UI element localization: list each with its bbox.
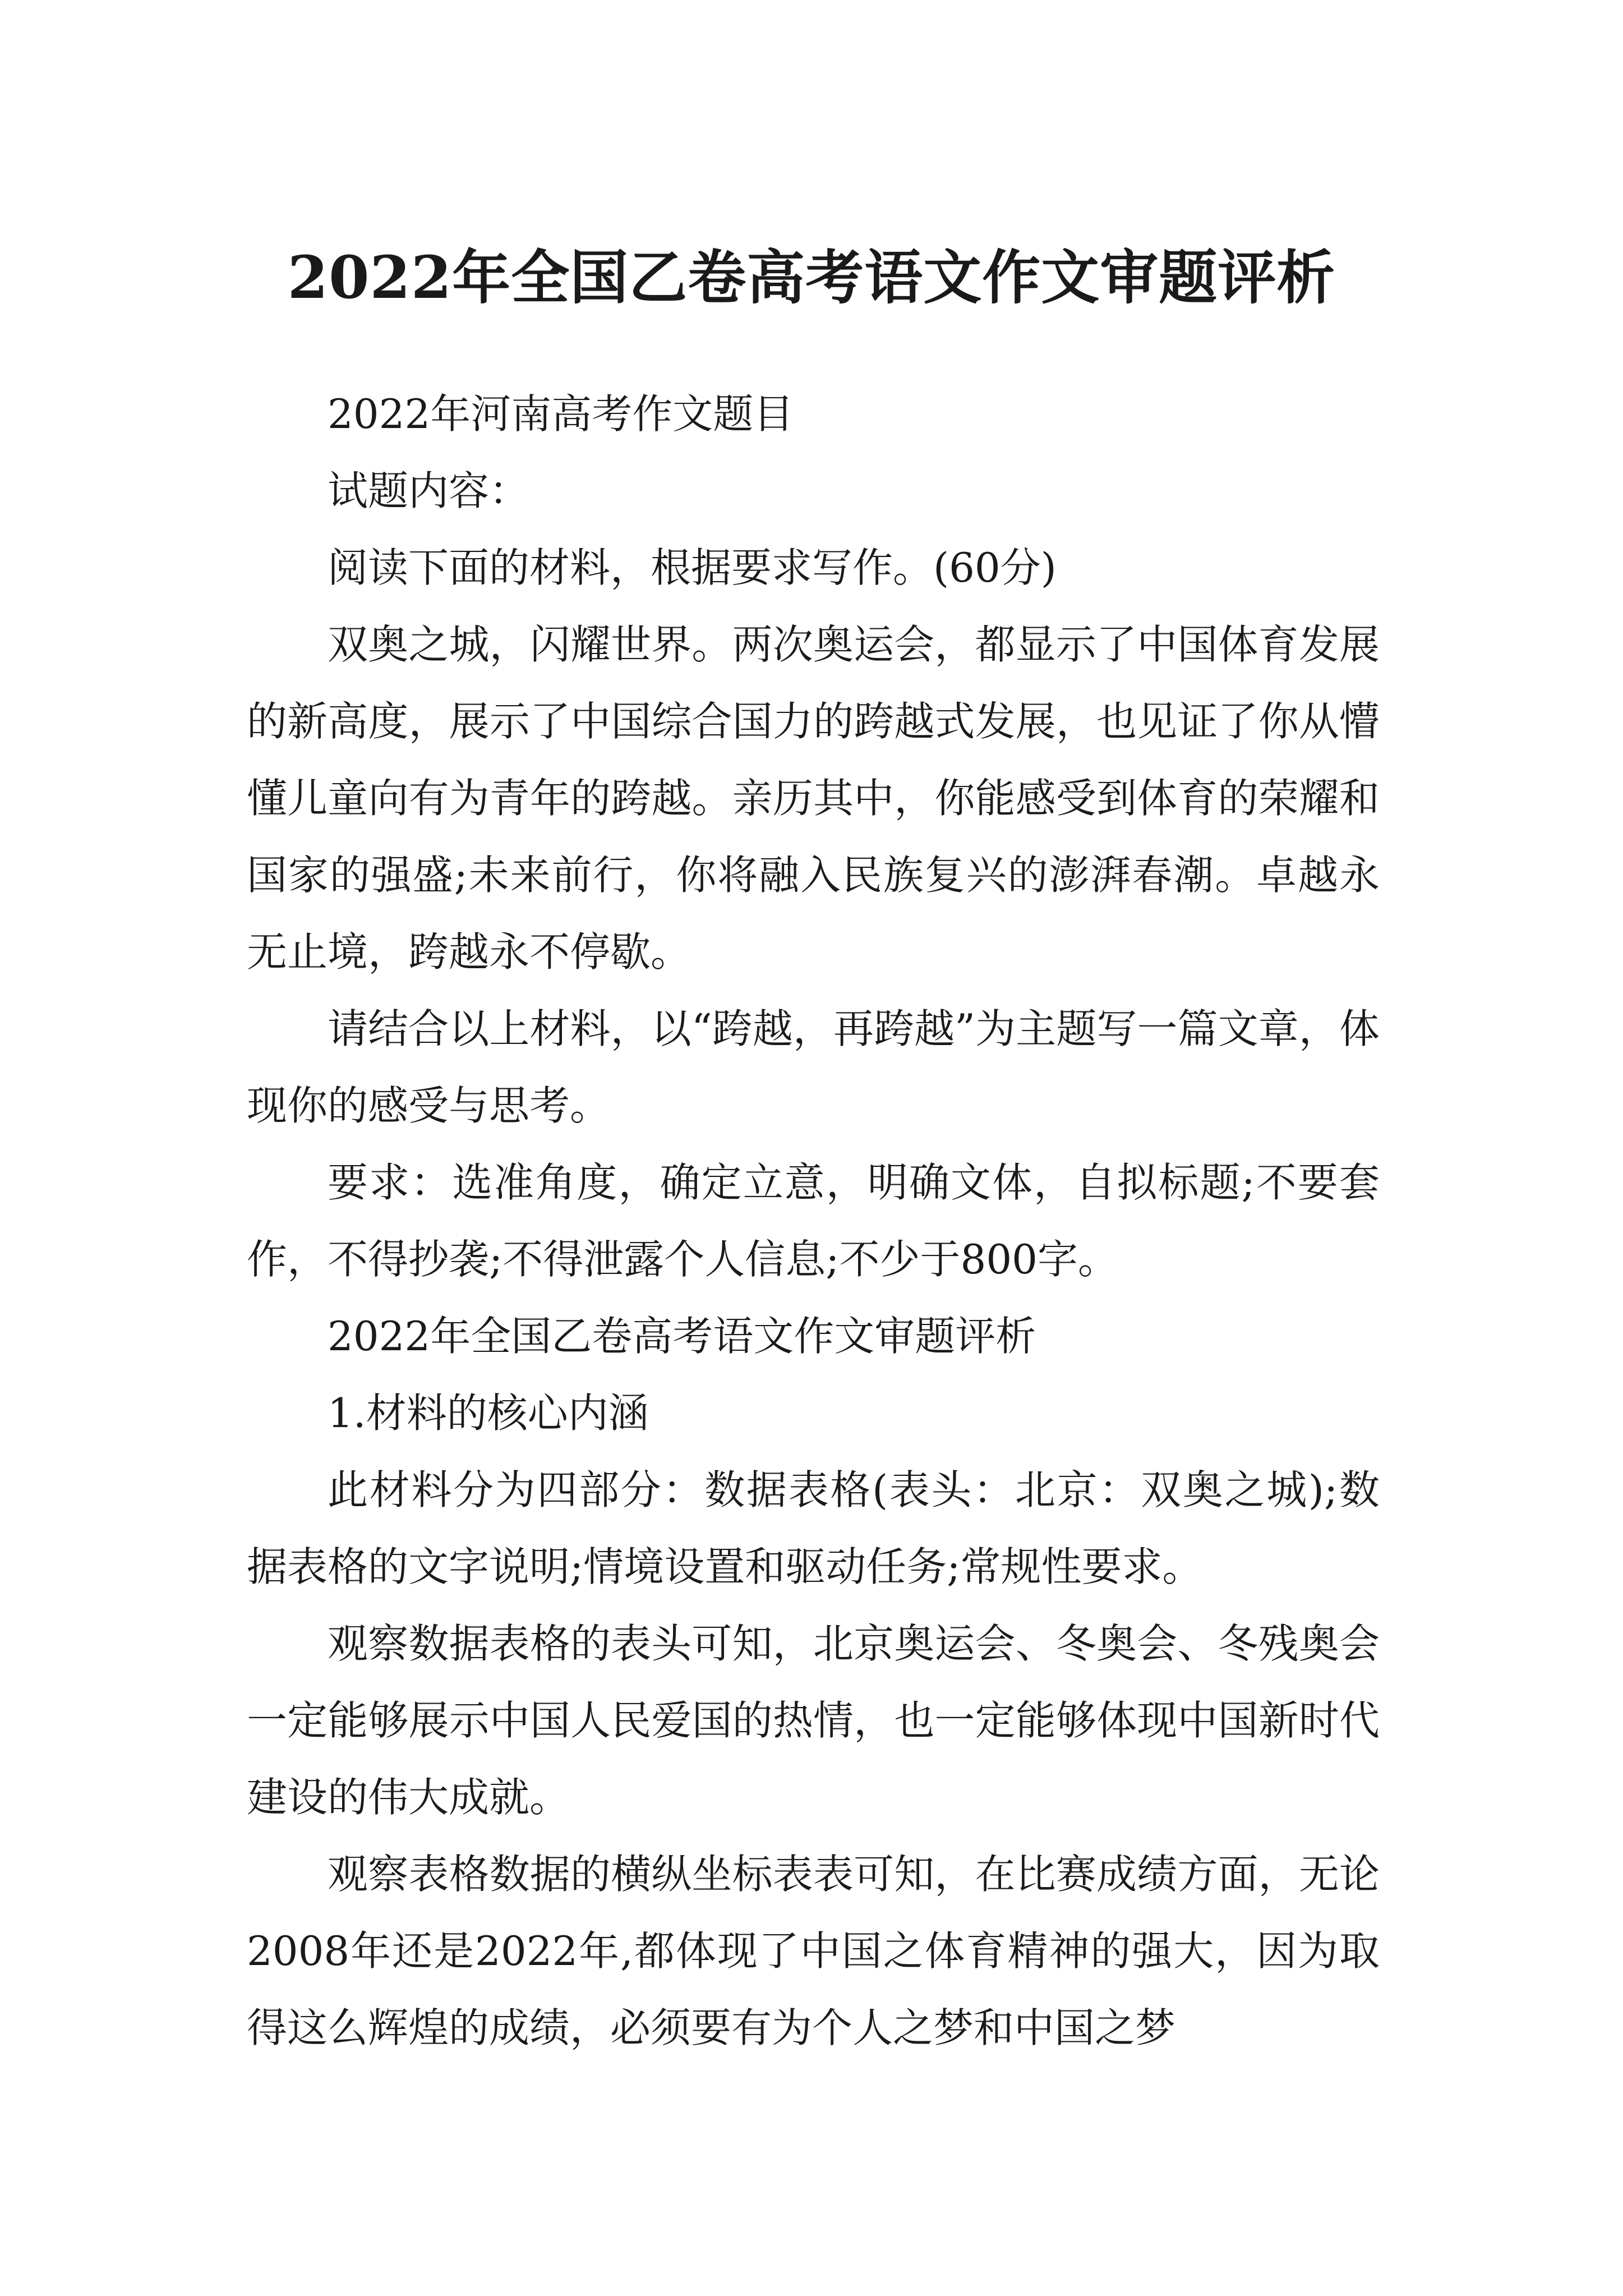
paragraph-analysis-3: 观察表格数据的横纵坐标表表可知，在比赛成绩方面，无论2008年还是2022年,都体现了中国之体育精神的强大，因为取得这么辉煌的成绩，必须要有为个人之梦和中国之梦 [247, 1851, 1380, 2051]
paragraph-material: 双奥之城，闪耀世界。两次奥运会，都显示了中国体育发展的新高度，展示了中国综合国力的跨越式发展，也见证了你从懵懂儿童向有为青年的跨越。亲历其中，你能感受到体育的荣耀和国家的强盛;未来前行，你将融入民族复兴的澎湃春潮。卓越永无止境，跨越永不停歇。 [247, 621, 1380, 976]
paragraph-topic-heading: 2022年河南高考作文题目 [328, 390, 794, 438]
paragraph-task: 请结合以上材料，以“跨越，再跨越”为主题写一篇文章，体现你的感受与思考。 [247, 1005, 1380, 1129]
paragraph-instruction: 阅读下面的材料，根据要求写作。(60分) [328, 544, 1057, 591]
paragraph-section-heading: 1.材料的核心内涵 [328, 1389, 649, 1437]
document-title: 2022年全国乙卷高考语文作文审题评析 [287, 242, 1336, 312]
paragraph-question-label: 试题内容： [328, 467, 530, 514]
paragraph-analysis-1: 此材料分为四部分：数据表格(表头：北京：双奥之城);数据表格的文字说明;情境设置和驱动任务;常规性要求。 [247, 1466, 1380, 1590]
paragraph-analysis-2: 观察数据表格的表头可知，北京奥运会、冬奥会、冬残奥会一定能够展示中国人民爱国的热情，也一定能够体现中国新时代建设的伟大成就。 [247, 1620, 1380, 1821]
document-body [247, 376, 1380, 2067]
paragraph-analysis-heading: 2022年全国乙卷高考语文作文审题评析 [328, 1313, 1036, 1360]
paragraph-requirements: 要求：选准角度，确定立意，明确文体，自拟标题;不要套作，不得抄袭;不得泄露个人信息;不少于800字。 [247, 1159, 1380, 1283]
